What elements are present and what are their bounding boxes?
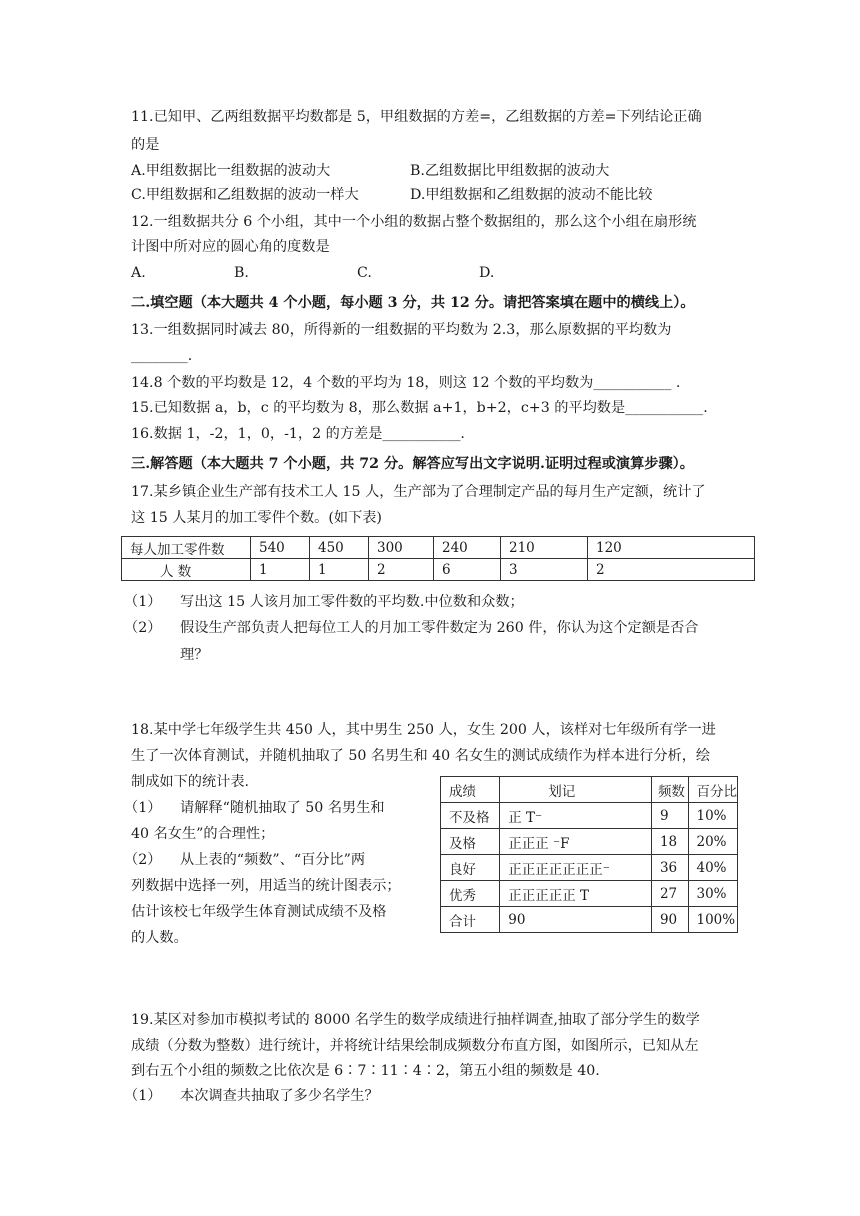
q18-sub2-line2: 列数据中选择一列，用适当的统计图表示； bbox=[131, 878, 401, 894]
q18-line2: 生了一次体育测试，并随机抽取了 50 名男生和 40 名女生的测试成绩作为样本进行分析，绘 bbox=[131, 748, 711, 764]
q11-option-a: A.甲组数据比一组数据的波动大 bbox=[131, 163, 331, 179]
q12-line2: 计图中所对应的圆心角的度数是 bbox=[131, 239, 330, 255]
q18-sub1-line1: 请解释“随机抽取了 50 名男生和 bbox=[180, 800, 385, 816]
q17-sub1: 写出这 15 人该月加工零件数的平均数.中位数和众数； bbox=[180, 594, 524, 610]
table-cell: 正正正正正正正⁻ bbox=[500, 855, 652, 881]
table-cell: 及格 bbox=[441, 829, 500, 855]
table-row bbox=[441, 829, 738, 855]
q17-sub2-number: （2） bbox=[124, 620, 162, 636]
table-header-cell: 频数 bbox=[651, 777, 688, 803]
table-cell: 90 bbox=[651, 907, 688, 933]
table-cell: 1 bbox=[251, 559, 310, 581]
q17-line2: 这 15 人某月的加工零件个数。(如下表) bbox=[131, 510, 382, 526]
table-cell: 正正正正正 T bbox=[500, 881, 652, 907]
table-cell: 20% bbox=[688, 829, 738, 855]
table-cell: 2 bbox=[588, 559, 755, 581]
q16: 16.数据 1，-2，1，0，-1，2 的方差是___________. bbox=[131, 426, 465, 442]
table-header-cell: 划记 bbox=[500, 777, 652, 803]
q19-line2: 成绩（分数为整数）进行统计，并将统计结果绘制成频数分布直方图，如图所示，已知从左 bbox=[131, 1038, 699, 1054]
table-cell: 40% bbox=[688, 855, 738, 881]
q18-table bbox=[440, 776, 738, 933]
q18-sub2-line1: 从上表的“频数”、“百分比”两 bbox=[180, 852, 366, 868]
q19-line3: 到右五个小组的频数之比依次是 6∶7∶11∶4∶2，第五小组的频数是 40. bbox=[131, 1063, 600, 1079]
table-cell: 每人加工零件数 bbox=[122, 537, 251, 559]
q18-sub1-line2: 40 名女生”的合理性； bbox=[131, 826, 275, 842]
table-cell: 300 bbox=[369, 537, 434, 559]
q11-option-c: C.甲组数据和乙组数据的波动一样大 bbox=[131, 187, 359, 203]
q19-sub1-number: （1） bbox=[124, 1088, 162, 1104]
q17-sub2-line2: 理？ bbox=[180, 647, 209, 663]
q18-sub2-line3: 估计该校七年级学生体育测试成绩不及格 bbox=[131, 904, 387, 920]
q17-line1: 17.某乡镇企业生产部有技术工人 15 人，生产部为了合理制定产品的每月生产定额，统计了 bbox=[131, 484, 706, 500]
table-row bbox=[441, 803, 738, 829]
q14: 14.8 个数的平均数是 12，4 个数的平均为 18，则这 12 个数的平均数为___________ . bbox=[131, 375, 681, 391]
q12-line1: 12.一组数据共分 6 个小组，其中一个小组的数据占整个数据组的，那么这个小组在扇形统 bbox=[131, 214, 697, 230]
q19-sub1: 本次调查共抽取了多少名学生？ bbox=[180, 1088, 379, 1104]
q17-table bbox=[121, 536, 755, 581]
section-3-heading: 三.解答题（本大题共 7 个小题，共 72 分。解答应写出文字说明.证明过程或演算步骤）。 bbox=[131, 456, 694, 472]
q18-line1: 18.某中学七年级学生共 450 人，其中男生 250 人，女生 200 人，该样对七年级所有学一进 bbox=[131, 722, 716, 738]
table-cell: 10% bbox=[688, 803, 738, 829]
table-row bbox=[122, 559, 755, 581]
table-cell: 30% bbox=[688, 881, 738, 907]
q11-line2: 的是 bbox=[131, 137, 160, 153]
q13-line1: 13.一组数据同时减去 80，所得新的一组数据的平均数为 2.3，那么原数据的平均数为 bbox=[131, 322, 672, 338]
table-cell: 36 bbox=[651, 855, 688, 881]
table-cell: 2 bbox=[369, 559, 434, 581]
table-row bbox=[122, 537, 755, 559]
table-cell: 合计 bbox=[441, 907, 500, 933]
q19-line1: 19.某区对参加市模拟考试的 8000 名学生的数学成绩进行抽样调查,抽取了部分学生的数学 bbox=[131, 1012, 700, 1028]
q15: 15.已知数据 a，b，c 的平均数为 8，那么数据 a+1，b+2，c+3 的平均数是___________. bbox=[131, 400, 708, 416]
table-cell: 90 bbox=[500, 907, 652, 933]
q18-line3: 制成如下的统计表. bbox=[131, 774, 250, 790]
q18-sub2-number: （2） bbox=[124, 852, 162, 868]
q12-option-d: D. bbox=[479, 265, 495, 281]
q12-option-a: A. bbox=[131, 265, 146, 281]
table-cell: 不及格 bbox=[441, 803, 500, 829]
table-cell: 27 bbox=[651, 881, 688, 907]
q17-sub2-line1: 假设生产部负责人把每位工人的月加工零件数定为 260 件，你认为这个定额是否合 bbox=[180, 620, 699, 636]
q17-sub1-number: （1） bbox=[124, 594, 162, 610]
q18-sub2-line4: 的人数。 bbox=[131, 930, 188, 946]
table-cell: 3 bbox=[501, 559, 588, 581]
q13-line2: ________. bbox=[131, 348, 193, 364]
table-row bbox=[441, 881, 738, 907]
table-cell: 优秀 bbox=[441, 881, 500, 907]
table-cell: 6 bbox=[434, 559, 501, 581]
table-cell: 18 bbox=[651, 829, 688, 855]
q11-option-b: B.乙组数据比甲组数据的波动大 bbox=[410, 163, 610, 179]
table-header-cell: 百分比 bbox=[688, 777, 738, 803]
q18-sub1-number: （1） bbox=[124, 800, 162, 816]
q11-line1: 11.已知甲、乙两组数据平均数都是 5，甲组数据的方差=，乙组数据的方差=下列结论正确 bbox=[131, 109, 702, 125]
section-2-heading: 二.填空题（本大题共 4 个小题，每小题 3 分，共 12 分。请把答案填在题中的横线上）。 bbox=[131, 295, 695, 311]
table-cell: 120 bbox=[588, 537, 755, 559]
table-cell: 540 bbox=[251, 537, 310, 559]
table-row bbox=[441, 907, 738, 933]
table-header-row bbox=[441, 777, 738, 803]
q12-option-b: B. bbox=[234, 265, 249, 281]
table-cell: 良好 bbox=[441, 855, 500, 881]
table-cell: 正 T⁻ bbox=[500, 803, 652, 829]
table-cell: 100% bbox=[688, 907, 738, 933]
table-cell: 240 bbox=[434, 537, 501, 559]
q12-option-c: C. bbox=[357, 265, 372, 281]
table-cell: 9 bbox=[651, 803, 688, 829]
table-cell: 450 bbox=[310, 537, 369, 559]
q11-option-d: D.甲组数据和乙组数据的波动不能比较 bbox=[410, 187, 653, 203]
table-cell: 1 bbox=[310, 559, 369, 581]
table-cell: 210 bbox=[501, 537, 588, 559]
table-row bbox=[441, 855, 738, 881]
table-header-cell: 成绩 bbox=[441, 777, 500, 803]
table-cell: 正正正 ⁻F bbox=[500, 829, 652, 855]
table-cell: 人 数 bbox=[122, 559, 251, 581]
